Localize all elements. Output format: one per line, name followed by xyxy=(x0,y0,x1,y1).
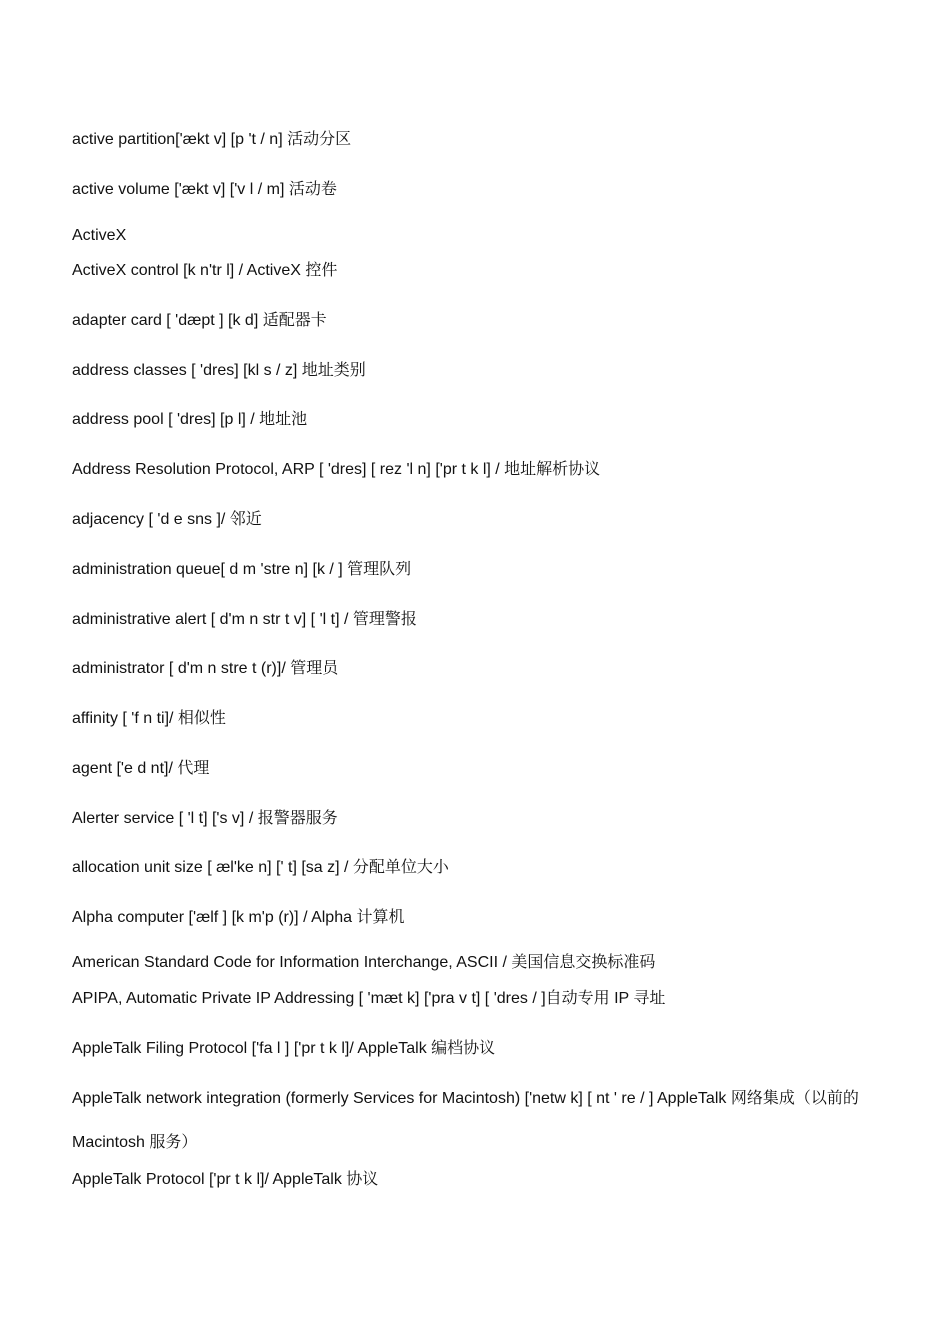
glossary-entry: allocation unit size [ æl'ke n] [' t] [sa z] / 分配单位大小 xyxy=(72,859,449,876)
glossary-entry: active partition['ækt v] [p 't / n] 活动分区 xyxy=(72,131,352,148)
glossary-entry: agent ['e d nt]/ 代理 xyxy=(72,760,210,777)
glossary-entry: ActiveX control [k n'tr l] / ActiveX 控件 xyxy=(72,262,338,279)
glossary-entry: APIPA, Automatic Private IP Addressing [ 'mæt k] ['pra v t] [ 'dres / ]自动专用 IP 寻址 xyxy=(72,990,666,1007)
glossary-entry: administrator [ d'm n stre t (r)]/ 管理员 xyxy=(72,660,339,677)
glossary-entry: address classes [ 'dres] [kl s / z] 地址类别 xyxy=(72,362,366,379)
glossary-entry: adapter card [ 'dæpt ] [k d] 适配器卡 xyxy=(72,312,327,329)
glossary-entry: American Standard Code for Information Interchange, ASCII / 美国信息交换标准码 xyxy=(72,954,656,971)
glossary-entry: address pool [ 'dres] [p l] / 地址池 xyxy=(72,411,308,428)
glossary-entry: AppleTalk Filing Protocol ['fa l ] ['pr t k l]/ AppleTalk 编档协议 xyxy=(72,1040,496,1057)
glossary-entry: Alerter service [ 'l t] ['s v] / 报警器服务 xyxy=(72,810,338,827)
glossary-entry: active volume ['ækt v] ['v l / m] 活动卷 xyxy=(72,181,337,198)
glossary-entry: affinity [ 'f n ti]/ 相似性 xyxy=(72,710,226,727)
glossary-entry: adjacency [ 'd e sns ]/ 邻近 xyxy=(72,511,262,528)
glossary-entry: administration queue[ d m 'stre n] [k / ] 管理队列 xyxy=(72,561,412,578)
glossary-entry: AppleTalk network integration (formerly Services for Macintosh) ['netw k] [ nt ' re / ] AppleTalk 网络集成（以前的 Macintosh 服务） xyxy=(72,1090,859,1151)
glossary-entry: Address Resolution Protocol, ARP [ 'dres] [ rez 'l n] ['pr t k l] / 地址解析协议 xyxy=(72,461,601,478)
glossary-entry: Alpha computer ['ælf ] [k m'p (r)] / Alpha 计算机 xyxy=(72,909,405,926)
glossary-entry: administrative alert [ d'm n str t v] [ 'l t] / 管理警报 xyxy=(72,611,417,628)
glossary-entry: ActiveX xyxy=(72,227,127,244)
glossary-entry: AppleTalk Protocol ['pr t k l]/ AppleTalk 协议 xyxy=(72,1171,379,1188)
